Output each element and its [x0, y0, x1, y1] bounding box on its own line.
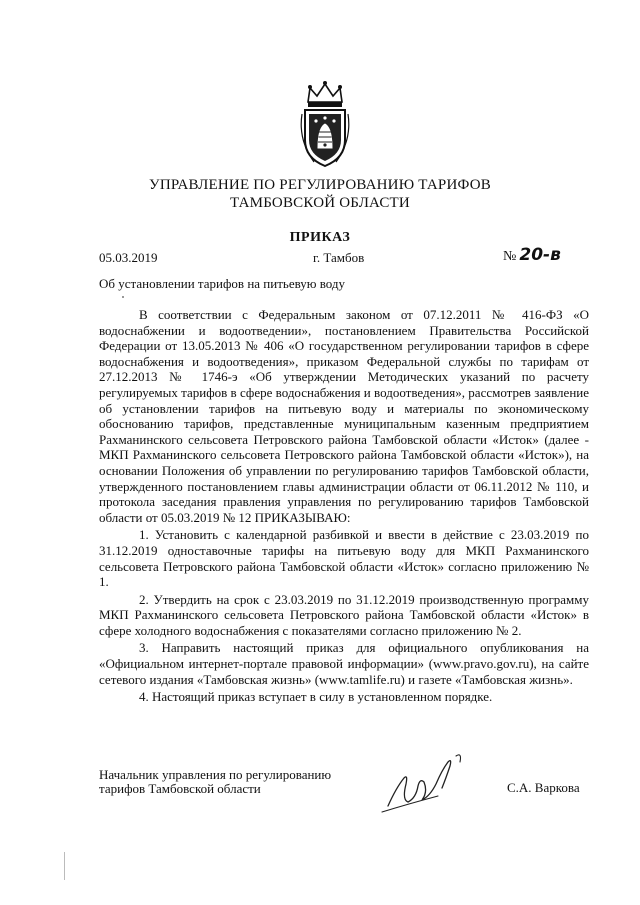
document-number	[503, 245, 561, 265]
number-handwritten: 20-в	[519, 245, 561, 265]
organization-line-1: УПРАВЛЕНИЕ ПО РЕГУЛИРОВАНИЮ ТАРИФОВ	[149, 177, 491, 193]
scan-margin-mark	[64, 852, 65, 880]
document-date: 05.03.2019	[99, 250, 158, 265]
preamble-paragraph: В соответствии с Федеральным законом от 07.12.2011 № 416-ФЗ «О водоснабжении и водоотведении», постановлением Правительства Российской Федерации от 13.05.2013 № 406 «О государственном регулировании тарифов в сфере водоснабжения и водоотведения», приказом Федеральной службы по тарифам от 27.12.2013 № 1746-э «Об утверждении Методических указаний по расчету регулируемых тарифов в сфере водоснабжения и водоотведения», рассмотрев заявление об установлении тарифов на питьевую воду и материалы по экономическому обоснованию тарифов, представленные муниципальным казенным предприятием Рахманинского сельсовета Петровского района Тамбовской области «Исток» (далее - МКП Рахманинского сельсовета Петровского района Тамбовской области «Исток»), на основании Положения об управлении по регулированию тарифов Тамбовской области, утвержденного постановлением главы администрации области от 06.11.2012 № 110, и протокола заседания правления управления по регулированию тарифов Тамбовской области от 05.03.2019 № 12 ПРИКАЗЫВАЮ:	[99, 307, 589, 525]
signer-name: С.А. Варкова	[507, 780, 580, 795]
tambov-coat-of-arms-icon	[296, 80, 354, 168]
organization-name	[0, 176, 640, 212]
document-subject: Об установлении тарифов на питьевую воду	[99, 276, 346, 291]
clause-4: 4. Настоящий приказ вступает в силу в установленном порядке.	[139, 689, 493, 705]
document-type: ПРИКАЗ	[289, 230, 351, 245]
scan-speck	[122, 296, 124, 298]
clause-2: 2. Утвердить на срок с 23.03.2019 по 31.12.2019 производственную программу МКП Рахманинского сельсовета Петровского района Тамбовской области «Исток» в сфере холодного водоснабжения с показателями согласно приложению № 2.	[99, 591, 589, 638]
signer-position-line-2: тарифов Тамбовской области	[99, 781, 261, 796]
number-label: №	[503, 249, 517, 264]
signer-position-line-1: Начальник управления по регулированию	[99, 767, 332, 782]
clause-1: 1. Установить с календарной разбивкой и ввести в действие с 23.03.2019 по 31.12.2019 одноставочные тарифы на питьевую воду для МКП Рахманинского сельсовета Петровского района Тамбовской области «Исток» согласно приложению № 1.	[99, 527, 589, 590]
document-body	[99, 307, 589, 705]
clause-3: 3. Направить настоящий приказ для официального опубликования на «Официальном интернет-портале правовой информации» (www.pravo.gov.ru), на сайте сетевого издания «Тамбовская жизнь» (www.tamlife.ru) и газете «Тамбовская жизнь».	[99, 640, 589, 687]
organization-line-2: ТАМБОВСКОЙ ОБЛАСТИ	[230, 195, 410, 211]
signer-position	[99, 768, 331, 796]
document-city: г. Тамбов	[313, 250, 365, 265]
handwritten-signature-icon	[378, 748, 478, 818]
